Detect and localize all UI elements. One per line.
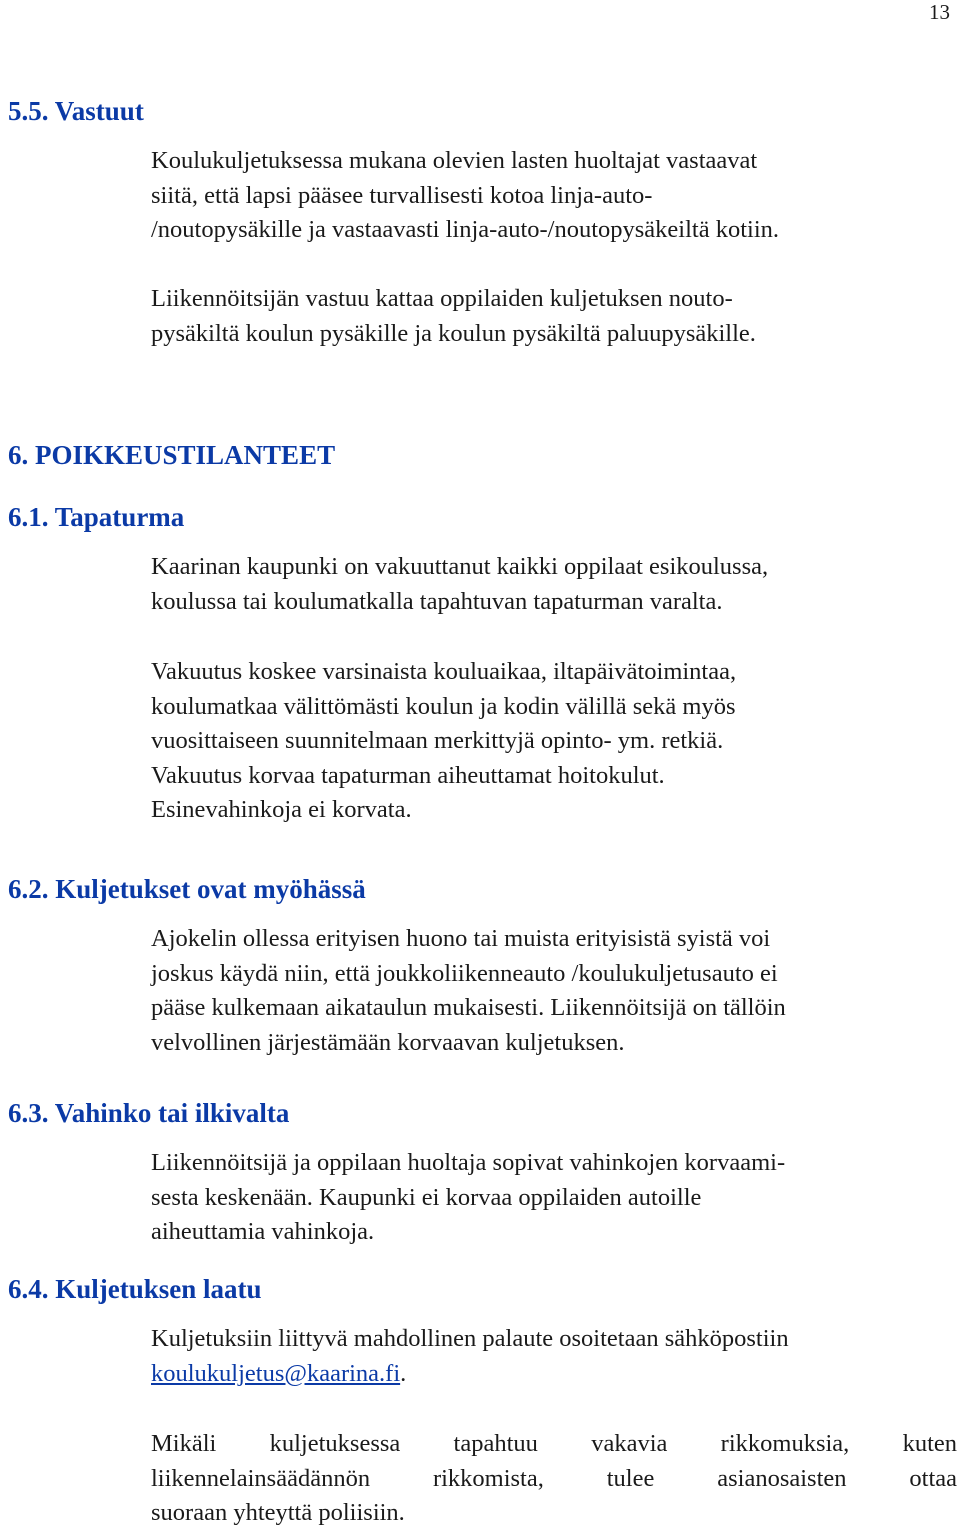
heading-tapaturma: 6.1. Tapaturma xyxy=(8,502,185,532)
heading-vahinko-ilkivalta: 6.3. Vahinko tai ilkivalta xyxy=(8,1098,290,1128)
text-line: Kaarinan kaupunki on vakuuttanut kaikki oppilaat esikoulussa, xyxy=(151,553,769,580)
text-line: Vakuutus koskee varsinaista kouluaikaa, iltapäivätoimintaa, xyxy=(151,658,737,685)
heading-kuljetukset-myohassa: 6.2. Kuljetukset ovat myöhässä xyxy=(8,874,366,904)
text-line: Kuljetuksiin liittyvä mahdollinen palaute osoitetaan sähköpostiin xyxy=(151,1325,789,1352)
paragraph-myohassa xyxy=(151,922,786,1060)
text-line: /noutopysäkille ja vastaavasti linja-auto-/noutopysäkeiltä kotiin. xyxy=(151,216,780,244)
email-link[interactable]: koulukuljetus@kaarina.fi xyxy=(151,1359,401,1387)
paragraph-poliisi xyxy=(151,1427,957,1531)
text-line xyxy=(151,1357,789,1392)
heading-poikkeustilanteet: 6. POIKKEUSTILANTEET xyxy=(8,440,336,470)
text-line: pääse kulkemaan aikataulun mukaisesti. Liikennöitsijä on tällöin xyxy=(151,994,786,1022)
paragraph-vahinko xyxy=(151,1146,785,1250)
heading-vastuut: 5.5. Vastuut xyxy=(8,96,144,126)
text-line: joskus käydä niin, että joukkoliikenneauto /koulukuljetusauto ei xyxy=(151,959,778,987)
text-line: Koulukuljetuksessa mukana olevien lasten huoltajat vastaavat xyxy=(151,147,758,174)
text-line: liikennelainsäädännön rikkomista, tulee asianosaisten ottaa xyxy=(151,1464,957,1492)
text-line: vuosittaiseen suunnitelmaan merkittyjä opinto- ym. retkiä. xyxy=(151,727,724,755)
text-line: Esinevahinkoja ei korvata. xyxy=(151,796,412,824)
text-line: velvollinen järjestämään korvaavan kuljetuksen. xyxy=(151,1028,625,1056)
heading-kuljetuksen-laatu: 6.4. Kuljetuksen laatu xyxy=(8,1274,262,1304)
text-line: sesta keskenään. Kaupunki ei korvaa oppilaiden autoille xyxy=(151,1183,702,1211)
email-suffix: . xyxy=(400,1359,407,1387)
paragraph-vastuut-huoltajat xyxy=(151,144,779,248)
text-line: aiheuttamia vahinkoja. xyxy=(151,1218,375,1246)
page-number: 13 xyxy=(929,0,950,24)
text-line: koulussa tai koulumatkalla tapahtuvan tapaturman varalta. xyxy=(151,587,723,615)
text-line: Vakuutus korvaa tapaturman aiheuttamat hoitokulut. xyxy=(151,761,665,789)
paragraph-palaute xyxy=(151,1322,789,1391)
paragraph-tapaturma-vakuutus xyxy=(151,550,768,619)
text-line: suoraan yhteyttä poliisiin. xyxy=(151,1499,405,1527)
text-line: Liikennöitsijän vastuu kattaa oppilaiden kuljetuksen nouto- xyxy=(151,285,733,312)
text-line: pysäkiltä koulun pysäkille ja koulun pysäkiltä paluupysäkille. xyxy=(151,319,756,347)
paragraph-tapaturma-kattavuus xyxy=(151,655,736,828)
text-line: Mikäli kuljetuksessa tapahtuu vakavia rikkomuksia, kuten xyxy=(151,1430,957,1457)
text-line: siitä, että lapsi pääsee turvallisesti kotoa linja-auto- xyxy=(151,181,653,209)
text-line: Ajokelin ollessa erityisen huono tai muista erityisistä syistä voi xyxy=(151,925,771,952)
text-line: Liikennöitsijä ja oppilaan huoltaja sopivat vahinkojen korvaami- xyxy=(151,1149,786,1176)
paragraph-vastuut-liikennoitsija xyxy=(151,282,756,351)
text-line: koulumatkaa välittömästi koulun ja kodin välillä sekä myös xyxy=(151,692,736,720)
